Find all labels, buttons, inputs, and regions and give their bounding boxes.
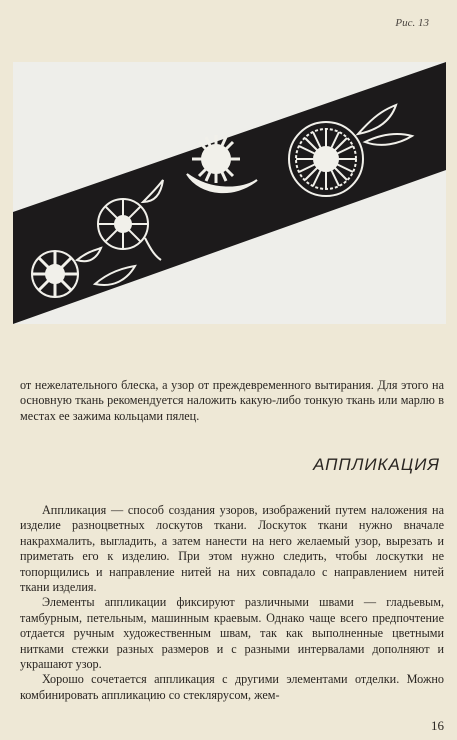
paragraph: Аппликация — способ создания узоров, изображений путем наложения на изделие разноцветных лоскутов ткани. Лоскуток ткани нужно вначале накрахмалить, выгладить, а затем нанести на него желаемый узор, вырезать и приметать его к изделию. При этом нужно следить, чтобы лоскутки не топорщились и направление нитей на них совпадало с направлением нитей ткани изделия.	[20, 503, 444, 595]
continuation-paragraph	[20, 378, 444, 424]
paragraph: Хорошо сочетается аппликация с другими элементами отделки. Можно комбинировать аппликацию со стеклярусом, жем-	[20, 672, 444, 702]
figure-photo	[13, 62, 446, 324]
paragraph: Элементы аппликации фиксируют различными швами — гладьевым, тамбурным, петельным, машинным краевым. Однако чаще всего предпочтение отдается ручным художественным швам, так как выполненные цветными нитками стежки разных размеров и с разными интервалами дополняют и украшают узор.	[20, 595, 444, 672]
section-title: АППЛИКАЦИЯ	[313, 455, 440, 474]
continuation-text: от нежелательного блеска, а узор от преждевременного вытирания. Для этого на основную ткань рекомендуется наложить какую-либо тонкую ткань или марлю в местах ее зажима кольцами пялец.	[20, 378, 444, 423]
page-number: 16	[431, 718, 444, 733]
figure-label: Рис. 13	[395, 17, 429, 29]
section-body	[20, 503, 444, 703]
